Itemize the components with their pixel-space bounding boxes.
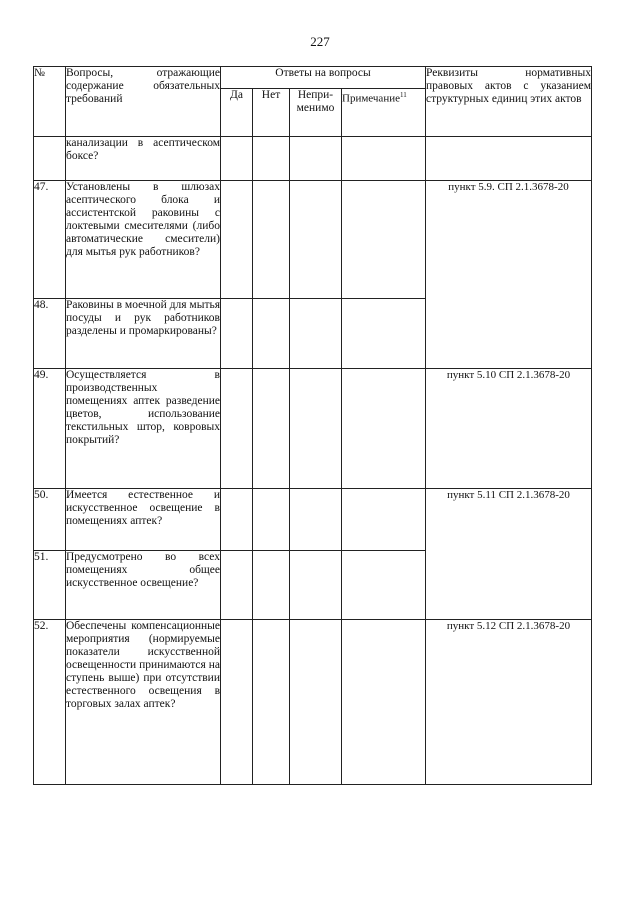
note-cell[interactable] (342, 489, 426, 551)
answer-yes-cell[interactable] (221, 137, 253, 181)
row-question: Осуществляется в производственных помещениях аптек разведение цветов, использование текстильных штор, ковровых покрытий? (66, 369, 221, 489)
header-answers: Ответы на вопросы (221, 67, 426, 89)
header-yes: Да (221, 89, 253, 137)
header-no: Нет (253, 89, 290, 137)
row-num: 50. (34, 489, 66, 551)
reference-cell: пункт 5.11 СП 2.1.3678-20 (426, 489, 592, 620)
answer-na-cell[interactable] (290, 299, 342, 369)
answer-no-cell[interactable] (253, 369, 290, 489)
answer-yes-cell[interactable] (221, 551, 253, 620)
table-row (34, 489, 592, 551)
note-cell[interactable] (342, 181, 426, 299)
answer-na-cell[interactable] (290, 489, 342, 551)
answer-na-cell[interactable] (290, 369, 342, 489)
row-question: Предусмотрено во всех помещениях общее искусственное освещение? (66, 551, 221, 620)
reference-cell: пункт 5.9. СП 2.1.3678-20 (426, 181, 592, 369)
row-num: 49. (34, 369, 66, 489)
answer-na-cell[interactable] (290, 181, 342, 299)
row-question: Раковины в моечной для мытья посуды и рук работников разделены и промаркированы? (66, 299, 221, 369)
answer-yes-cell[interactable] (221, 181, 253, 299)
row-num: 48. (34, 299, 66, 369)
answer-yes-cell[interactable] (221, 299, 253, 369)
answer-na-cell[interactable] (290, 137, 342, 181)
header-requisites: Реквизиты нормативных правовых актов с указанием структурных единиц этих актов (426, 67, 592, 137)
header-note (342, 89, 426, 137)
row-question: Установлены в шлюзах асептического блока и ассистентской раковины с локтевыми смесителями (либо автоматические смесители) для мытья рук работников? (66, 181, 221, 299)
reference-cell: пункт 5.10 СП 2.1.3678-20 (426, 369, 592, 489)
answer-no-cell[interactable] (253, 299, 290, 369)
row-num: 52. (34, 620, 66, 785)
page-number: 227 (310, 34, 330, 49)
answer-na-cell[interactable] (290, 551, 342, 620)
answer-yes-cell[interactable] (221, 620, 253, 785)
requirements-table (33, 66, 592, 785)
table-row (34, 620, 592, 785)
reference-cell (426, 137, 592, 181)
table-row (34, 137, 592, 181)
row-question: Имеется естественное и искусственное освещение в помещениях аптек? (66, 489, 221, 551)
row-question: Обеспечены компенсационные мероприятия (нормируемые показатели искусственной освещенности принимаются на ступень выше) при отсутствии естественного освещения в торговых залах аптек? (66, 620, 221, 785)
header-na: Непри-менимо (290, 89, 342, 137)
answer-no-cell[interactable] (253, 551, 290, 620)
note-cell[interactable] (342, 137, 426, 181)
table-row (34, 369, 592, 489)
header-questions: Вопросы, отражающие содержание обязательных требований (66, 67, 221, 137)
note-cell[interactable] (342, 299, 426, 369)
table-row (34, 181, 592, 299)
answer-no-cell[interactable] (253, 620, 290, 785)
answer-na-cell[interactable] (290, 620, 342, 785)
answer-yes-cell[interactable] (221, 489, 253, 551)
answer-no-cell[interactable] (253, 181, 290, 299)
header-num: № (34, 67, 66, 137)
reference-cell: пункт 5.12 СП 2.1.3678-20 (426, 620, 592, 785)
header-note-sup: 11 (399, 91, 407, 99)
answer-no-cell[interactable] (253, 489, 290, 551)
row-question: канализации в асептическом боксе? (66, 137, 221, 181)
note-cell[interactable] (342, 369, 426, 489)
row-num (34, 137, 66, 181)
answer-yes-cell[interactable] (221, 369, 253, 489)
row-num: 47. (34, 181, 66, 299)
header-note-label: Примечание (342, 92, 400, 105)
row-num: 51. (34, 551, 66, 620)
answer-no-cell[interactable] (253, 137, 290, 181)
note-cell[interactable] (342, 620, 426, 785)
note-cell[interactable] (342, 551, 426, 620)
